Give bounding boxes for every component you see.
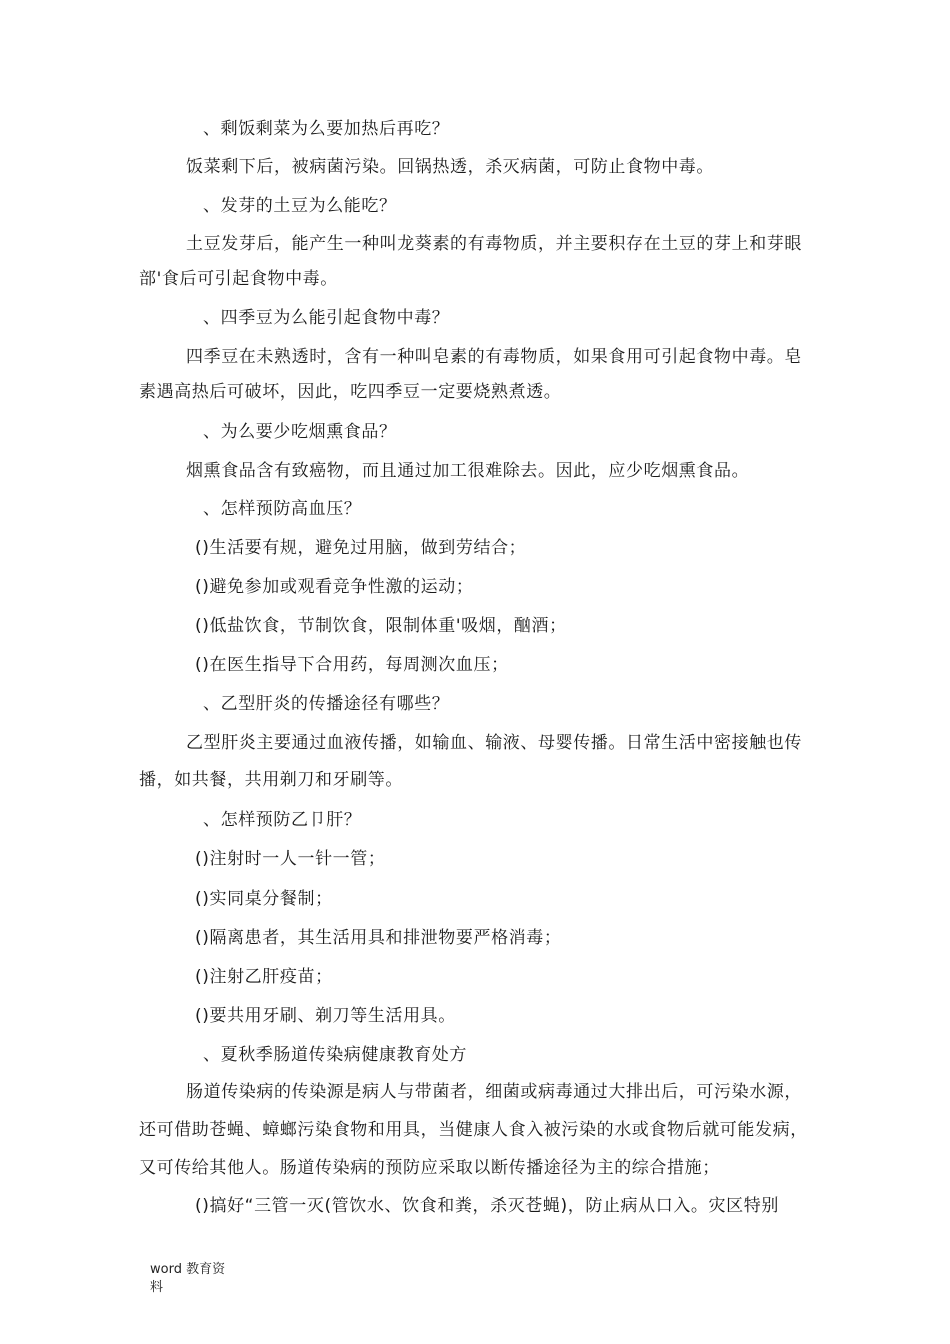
heading-hypertension: 、怎样预防高血压？ (203, 499, 362, 519)
heading-sprouted-potato: 、发芽的土豆为么能吃？ (203, 196, 397, 216)
list-item: ()实同桌分餐制； (195, 889, 333, 909)
list-item: ()避免参加或观看竞争性激的运动； (195, 577, 474, 597)
footer-label-continued: 料 (150, 1280, 164, 1295)
list-item: ()注射时一人一针一管； (195, 849, 386, 869)
list-item: ()注射乙肝疫苗； (195, 967, 333, 987)
list-item: ()隔离患者，其生活用具和排泄物要严格消毒； (195, 928, 562, 948)
heading-intestinal-disease: 、夏秋季肠道传染病健康教育处方 (203, 1045, 467, 1065)
heading-leftover-food: 、剩饭剩菜为么要加热后再吃？ (203, 119, 450, 139)
heading-smoked-food: 、为么要少吃烟熏食品？ (203, 422, 397, 442)
paragraph-line: 播，如共餐，共用剃刀和牙刷等。 (139, 770, 403, 790)
paragraph-line: 土豆发芽后，能产生一种叫龙葵素的有毒物质，并主要积存在土豆的芽上和芽眼 (186, 234, 802, 254)
paragraph-line: 又可传给其他人。肠道传染病的预防应采取以断传播途径为主的综合措施； (139, 1158, 720, 1178)
paragraph-line: 饭菜剩下后，被病菌污染。回锅热透，杀灭病菌，可防止食物中毒。 (186, 157, 714, 177)
heading-green-beans: 、四季豆为么能引起食物中毒？ (203, 308, 450, 328)
list-item: ()生活要有规，避免过用脑，做到劳结合； (195, 538, 527, 558)
paragraph-line: 烟熏食品含有致癌物，而且通过加工很难除去。因此，应少吃烟熏食品。 (186, 461, 750, 481)
paragraph-line: 乙型肝炎主要通过血液传播，如输血、输液、母婴传播。日常生活中密接触也传 (186, 733, 802, 753)
paragraph-line: 四季豆在未熟透时，含有一种叫皂素的有毒物质，如果食用可引起食物中毒。皂 (186, 347, 802, 367)
paragraph-line: 还可借助苍蝇、蟑螂污染食物和用具，当健康人食入被污染的水或食物后就可能发病， (139, 1120, 808, 1140)
footer-label: word 教育资 (150, 1262, 226, 1277)
heading-hepatitis-b-transmission: 、乙型肝炎的传播途径有哪些？ (203, 694, 450, 714)
paragraph-line: 部'食后可引起食物中毒。 (139, 269, 338, 289)
paragraph-line: 素遇高热后可破坏，因此，吃四季豆一定要烧熟煮透。 (139, 382, 562, 402)
list-item: ()搞好“三管一灭(管饮水、饮食和粪，杀灭苍蝇)，防止病从口入。灾区特别 (195, 1196, 779, 1216)
heading-hepatitis-b-prevention: 、怎样预防乙卩肝？ (203, 810, 362, 830)
list-item: ()在医生指导下合用药，每周测次血压； (195, 655, 509, 675)
paragraph-line: 肠道传染病的传染源是病人与带菌者，细菌或病毒通过大排出后，可污染水源， (186, 1082, 802, 1102)
list-item: ()要共用牙刷、剃刀等生活用具。 (195, 1006, 456, 1026)
list-item: ()低盐饮食，节制饮食，限制体重'吸烟，酗酒； (195, 616, 567, 636)
